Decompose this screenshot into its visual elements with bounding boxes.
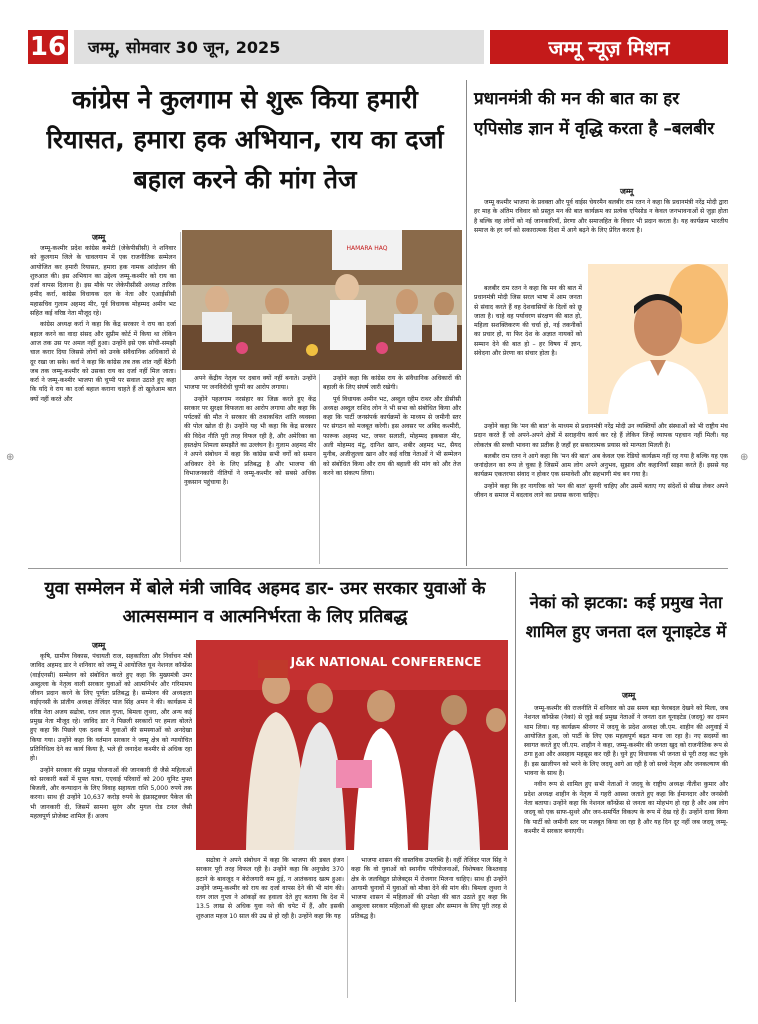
story1-col2-p1: अपने केंद्रीय नेतृत्व पर दबाव क्यों नहीं बनाते। उन्होंने भाजपा पर जनविरोधी चुप्पी का आरोप लगाया। <box>184 375 316 392</box>
banner-text: HAMARA HAQ <box>346 245 388 252</box>
story2-intro-p: जम्मू कश्मीर भाजपा के प्रवक्ता और पूर्व वाईस चेयरमैन बलबीर राम रतन ने कहा कि प्रधानमंत्री नरेंद्र मोदी द्वारा हर माह के अंतिम रविवार को प्रस्तुत मन की बात कार्यक्रम का प्रत्येक एपिसोड न केवल जनभावनाओं से जुड़ा होता है बल्कि वह लोगों को नई जानकारियाँ, प्रेरणा और समाजहित के विचार भी प्रदान करता है। यह कार्यक्रम भारतीय समाज के हर वर्ग को सकारात्मक दिशा में आगे बढ़ने के लिए प्रेरित करता है। <box>474 199 728 234</box>
story2-byline: जम्मू <box>620 187 634 196</box>
divider <box>319 374 320 564</box>
story4-body <box>524 704 728 998</box>
story1-col2-p2: उन्होंने पहलगाम नरसंहार का जिक्र करते हुए केंद्र सरकार पर सुरक्षा विफलता का आरोप लगाया और कहा कि पर्यटकों की मौत ने सरकार की तथाकथित शांति व्यवस्था की पोल खोल दी है। उन्होंने यह भी कहा कि केंद्र सरकार की विदेश नीति पूरी तरह विफल रही है, और अमेरिका का हस्तक्षेप शिमला समझौते का उल्लंघन है। गुलाम अहमद मीर ने अपने संबोधन में कहा कि कांग्रेस सभी वर्गों को समान अधिकार देने के लिए प्रतिबद्ध है और भाजपा की विभाजनकारी नीतियों ने जम्मू-कश्मीर को सबसे अधिक नुकसान पहुंचाया है। <box>184 395 316 487</box>
story2-wrap <box>474 284 582 420</box>
dateline: जम्मू, सोमवार 30 जून, 2025 <box>74 30 484 64</box>
story1-col3-p1: उन्होंने कहा कि कांग्रेस राय के संवैधानिक अधिकारों की बहाली के लिए संघर्ष जारी रखेगी। <box>323 375 461 392</box>
story4-p2: नवीन रूप से शामिल हुए सभी नेताओं ने जदयू के राष्ट्रीय अध्यक्ष नीतीश कुमार और प्रदेश अध्यक्ष शाहीन के नेतृत्व में गहरी आस्था जताते हुए कहा कि ईमानदार और जनसेवी नेता बताया। उन्होंने कहा कि नेशनल कॉन्फ्रेंस से जनता का मोहभंग हो रहा है और अब लोग जदयू को एक साफ-सुथरे और जन-समर्पित विकल्प के रूप में देख रहे हैं। उन्होंने दावा किया कि पार्टी को जमीनी स्तर पर मजबूत किया जा रहा है और यह दिन दूर नहीं जब जदयू जम्मू-कश्मीर में सरकार बनाएगी। <box>524 781 728 835</box>
balbir-portrait-image <box>588 264 728 414</box>
story3-col1-p1: कृषि, ग्रामीण विकास, पंचायती राज, सहकारिता और निर्वाचन मंत्री जाविद अहमद डार ने शनिवार को जम्मू में आयोजित यूथ नेशनल कॉन्फ्रेंस (वाईएनसी) सम्मेलन को संबोधित करते हुए कहा कि मुख्यमंत्री उमर अब्दुल्ला के नेतृत्व वाली सरकार युवाओं को आत्मनिर्भर और गरिमामय जीवन प्रदान करने के लिए पूर्णतः प्रतिबद्ध है। सम्मेलन की अध्यक्षता वाईएनसी के प्रांतीय अध्यक्ष तेजिंदर पाल सिंह अमन ने की। कार्यक्रम में वरिष्ठ नेता अजय सढोत्रा, रतन लाल गुप्ता, बिमला लुथरा, और अन्य कई प्रमुख नेता मौजूद रहे। जाविद डार ने पिछली सरकारों पर हमला बोलते हुए कहा कि पिछले एक दशक में युवाओं की समस्याओं को अनदेखा किया गया। उन्होंने कहा कि वर्तमान सरकार ने जम्मू क्षेत्र को न्यायोचित प्रतिनिधित्व देने का कार्य किया है, भले ही जनादेश कश्मीर से अधिक रहा हो। <box>30 653 192 763</box>
story2-rest <box>474 422 728 566</box>
story2-photo <box>588 264 728 414</box>
page-number: 16 <box>29 32 67 62</box>
story3-photo <box>196 640 508 850</box>
story1-col1-p2: कांग्रेस अध्यक्ष कर्रा ने कहा कि केंद्र सरकार ने राय का दर्जा बहाल करने का वादा संसद और सुप्रीम कोर्ट में किया था लेकिन आज तक उस पर अमल नहीं हुआ। उन्होंने इसे एक सोची-समझी चाल करार दिया जिससे लोगों को उनके संवैधानिक अधिकारों से दूर रखा जा सके। कर्रा ने कहा कि कांग्रेस तब तक शांत नहीं बैठेगी जब तक जम्मू-कश्मीर को उसका राय का दर्जा नहीं मिल जाता। कर्रा ने जम्मू-कश्मीर भाजपा की चुप्पी पर सवाल उठाते हुए कहा कि यदि वे राय का दर्जा बहाल कराना चाहते हैं तो खुलेआम बात क्यों नहीं करते और <box>30 321 176 403</box>
story1-photo <box>182 230 462 370</box>
story3-byline: जम्मू <box>92 641 106 650</box>
story1-col1 <box>30 244 176 564</box>
story1-col1-p1: जम्मू-कश्मीर प्रदेश कांग्रेस कमेटी (जेकेपीसीसी) ने शनिवार को कुलगाम जिले के चावलगाम में एक राजनीतिक सम्मेलन आयोजित कर हमारी रियासत, हमारा हक नामक आंदोलन की शुरुआत की। इस अभियान का उद्देश्य जम्मू-कश्मीर को राय का दर्जा वापस दिलाना है। इस मौके पर जेकेपीसीसी अध्यक्ष तारिक हमीद कर्रा, कांग्रेस विधायक दल के नेता और एआईसीसी महासचिव गुलाम अहमद मीर, पूर्व विधायक मोहम्मद अमीन भट सहित कई वरिष्ठ नेता मौजूद रहे। <box>30 245 176 318</box>
story2-rest-p3: उन्होंने कहा कि हर नागरिक को 'मन की बात' सुननी चाहिए और उसमें बताए गए संदेशों से सीख लेकर अपने जीवन व समाज में बदलाव लाने का प्रयास करना चाहिए। <box>474 482 728 500</box>
story2-rest-p1: उन्होंने कहा कि 'मन की बात' के माध्यम से प्रधानमंत्री नरेंद्र मोदी उन व्यक्तियों और संस्थाओं को भी राष्ट्रीय मंच प्रदान करते हैं जो अपने-अपने क्षेत्रों में सराहनीय कार्य कर रहे हैं लेकिन जिन्हें व्यापक पहचान नहीं मिली। यह लोकतंत्र की सच्ची भावना का प्रतीक है जहाँ हर सकारात्मक प्रयास को मान्यता मिलती है। <box>474 423 728 449</box>
story1-byline: जम्मू <box>92 233 106 242</box>
youth-conference-image <box>196 640 508 850</box>
story3-col3 <box>351 856 507 998</box>
story1-headline: कांग्रेस ने कुलगाम से शुरू किया हमारी रियासत, हमारा हक अभियान, राय का दर्जा बहाल करने की मांग तेज <box>46 85 444 194</box>
story4-p1: जम्मू-कश्मीर की राजनीति में शनिवार को उस समय बड़ा फेरबदल देखने को मिला, जब नेशनल कॉन्फ्रेंस (नेकां) से जुड़े कई प्रमुख नेताओं ने जनता दल यूनाइटेड (जदयू) का दामन थाम लिया। यह कार्यक्रम श्रीनगर में जदयू के प्रदेश अध्यक्ष जी.एम. शाहीन की अगुवाई में आयोजित हुआ, जो पार्टी के लिए एक महत्वपूर्ण बढ़त माना जा रहा है। नए सदस्यों का स्वागत करते हुए जी.एम. शाहीन ने कहा, जम्मू-कश्मीर की जनता खुद को राजनीतिक रूप से ठगा हुआ और असहाय महसूस कर रही है। चुने हुए विधायक भी जनता से पूरी तरह कट चुके हैं। इस खालीपन को भरने के लिए जदयू आगे आ रही है जो सच्चे नेतृत्व और जनकल्याण की भावना के साथ है। <box>524 705 728 778</box>
section-divider <box>28 568 728 569</box>
story4-byline: जम्मू <box>622 691 636 700</box>
story2-wrap-p: बलबीर राम रतन ने कहा कि मन की बात में प्रधानमंत्री मोदी जिस सरल भाषा में आम जनता से संवाद करते हैं वह देशवासियों के दिलों को छू जाता है। चाहे वह पर्यावरण संरक्षण की बात हो, महिला सशक्तिकरण की चर्चा हो, नई तकनीकों का प्रचार हो, या फिर देश के अज्ञात नायकों को सम्मान देने की बात हो – हर विषय में ज्ञान, संवेदना और प्रेरणा का संचार होता है। <box>474 285 582 358</box>
story3-col2-p1: सढोत्रा ने अपने संबोधन में कहा कि भाजपा की डबल इंजन सरकार पूरी तरह विफल रही है। उन्होंने कहा कि अनुच्छेद 370 हटाने के बावजूद न बेरोजगारी कम हुई, न आतंकवाद खत्म हुआ। उन्होंने जम्मू-कश्मीर को राय का दर्जा वापस देने की भी मांग की। रतन लाल गुप्ता ने आंकड़ों का हवाला देते हुए बताया कि देश में 13.5 लाख से अधिक युवा नशे की चपेट में हैं, और इसकी शुरुआत महज 10 साल की उम्र से हो रही है। उन्होंने कहा कि यह <box>196 857 344 920</box>
divider <box>347 856 348 998</box>
story3-col1 <box>30 652 192 998</box>
registration-mark-left: ⊕ <box>6 452 15 463</box>
story4-headline: नेकां को झटका: कई प्रमुख नेता शामिल हुए जनता दल यूनाइटेड में <box>525 593 727 641</box>
story3-col1-p2: उन्होंने सरकार की प्रमुख योजनाओं की जानकारी दी जैसे महिलाओं को सरकारी बसों में मुफ्त यात्रा, एएवाई परिवारों को 200 यूनिट मुफ्त बिजली, और कन्यादान के लिए विवाह सहायता राशि 5,000 रुपये तक करना। साथ ही उन्होंने 10,637 करोड़ रुपये के इंफ्रास्ट्रक्चर पैकेज की भी जानकारी दी, जिसमें सामना सुरंग और मुगल रोड टनल जैसी महत्वपूर्ण प्रोजेक्ट शामिल हैं। अजय <box>30 766 192 821</box>
story2-rest-p2: बलबीर राम रतन ने आगे कहा कि 'मन की बात' अब केवल एक रेडियो कार्यक्रम नहीं रह गया है बल्कि यह एक जनांदोलन का रूप ले चुका है जिसमें आम लोग अपने अनुभव, सुझाव और कहानियाँ साझा करते हैं। इससे यह कार्यक्रम एकतरफा संवाद न होकर एक समावेशी और सहभागी मंच बन गया है। <box>474 452 728 479</box>
story1-col3 <box>323 374 461 564</box>
divider <box>180 232 181 562</box>
column-divider <box>515 572 516 1002</box>
story1-col2 <box>184 374 316 564</box>
conference-text: J&K NATIONAL CONFERENCE <box>290 655 482 669</box>
story1-col3-p2: पूर्व विधायक अमीन भट, अब्दुल रहीम राथर और डीसीसी अध्यक्ष अब्दुल राशिद लोन ने भी सभा को संबोधित किया और कहा कि पार्टी जनसंपर्क कार्यक्रमों के माध्यम से जमीनी स्तर पर संगठन को मजबूत करेगी। इस अवसर पर अबिद कश्मीरी, फारूक अहमद भट, जफर सलाती, मोहम्मद इकबाल मीर, अली मोहम्मद मंटू, दानिश खान, शबीर अहमद भट, सैयद मुनीब, अजीजुल्ला खान और कई वरिष्ठ नेताओं ने भी सम्मेलन को संबोधित किया और राय की बहाली की मांग को और तेज करने का संकल्प लिया। <box>323 395 461 477</box>
story3-col3-p1: भाजपा शासन की वास्तविक उपलब्धि है। वहीं तेजिंदर पाल सिंह ने कहा कि वो युवाओं को स्थानीय परियोजनाओं, विशेषकर किश्तवाड़ क्षेत्र के जलविद्युत प्रोजेक्ट्स में रोजगार मिलना चाहिए। साथ ही उन्होंने आगामी चुनावों में युवाओं को मौका देने की मांग की। बिमला लुथरा ने भाजपा शासन में महिलाओं की उपेक्षा की बात उठाते हुए कहा कि अब्दुल्ला सरकार महिलाओं की सुरक्षा और सम्मान के लिए पूरी तरह से प्रतिबद्ध है। <box>351 857 507 920</box>
registration-mark-right: ⊕ <box>740 452 749 463</box>
story3-col2 <box>196 856 344 998</box>
column-divider <box>466 80 467 566</box>
masthead: जम्मू न्यूज़ मिशन <box>490 30 728 64</box>
story2-headline: प्रधानमंत्री की मन की बात का हर एपिसोड ज्ञान में वृद्धि करता है –बलबीर <box>474 89 715 139</box>
story3-headline: युवा सम्मेलन में बोले मंत्री जाविद अहमद डार- उमर सरकार युवाओं के आत्मसम्मान व आत्मनिर्भरता के लिए प्रतिबद्ध <box>44 579 486 627</box>
conference-meeting-image <box>182 230 462 370</box>
